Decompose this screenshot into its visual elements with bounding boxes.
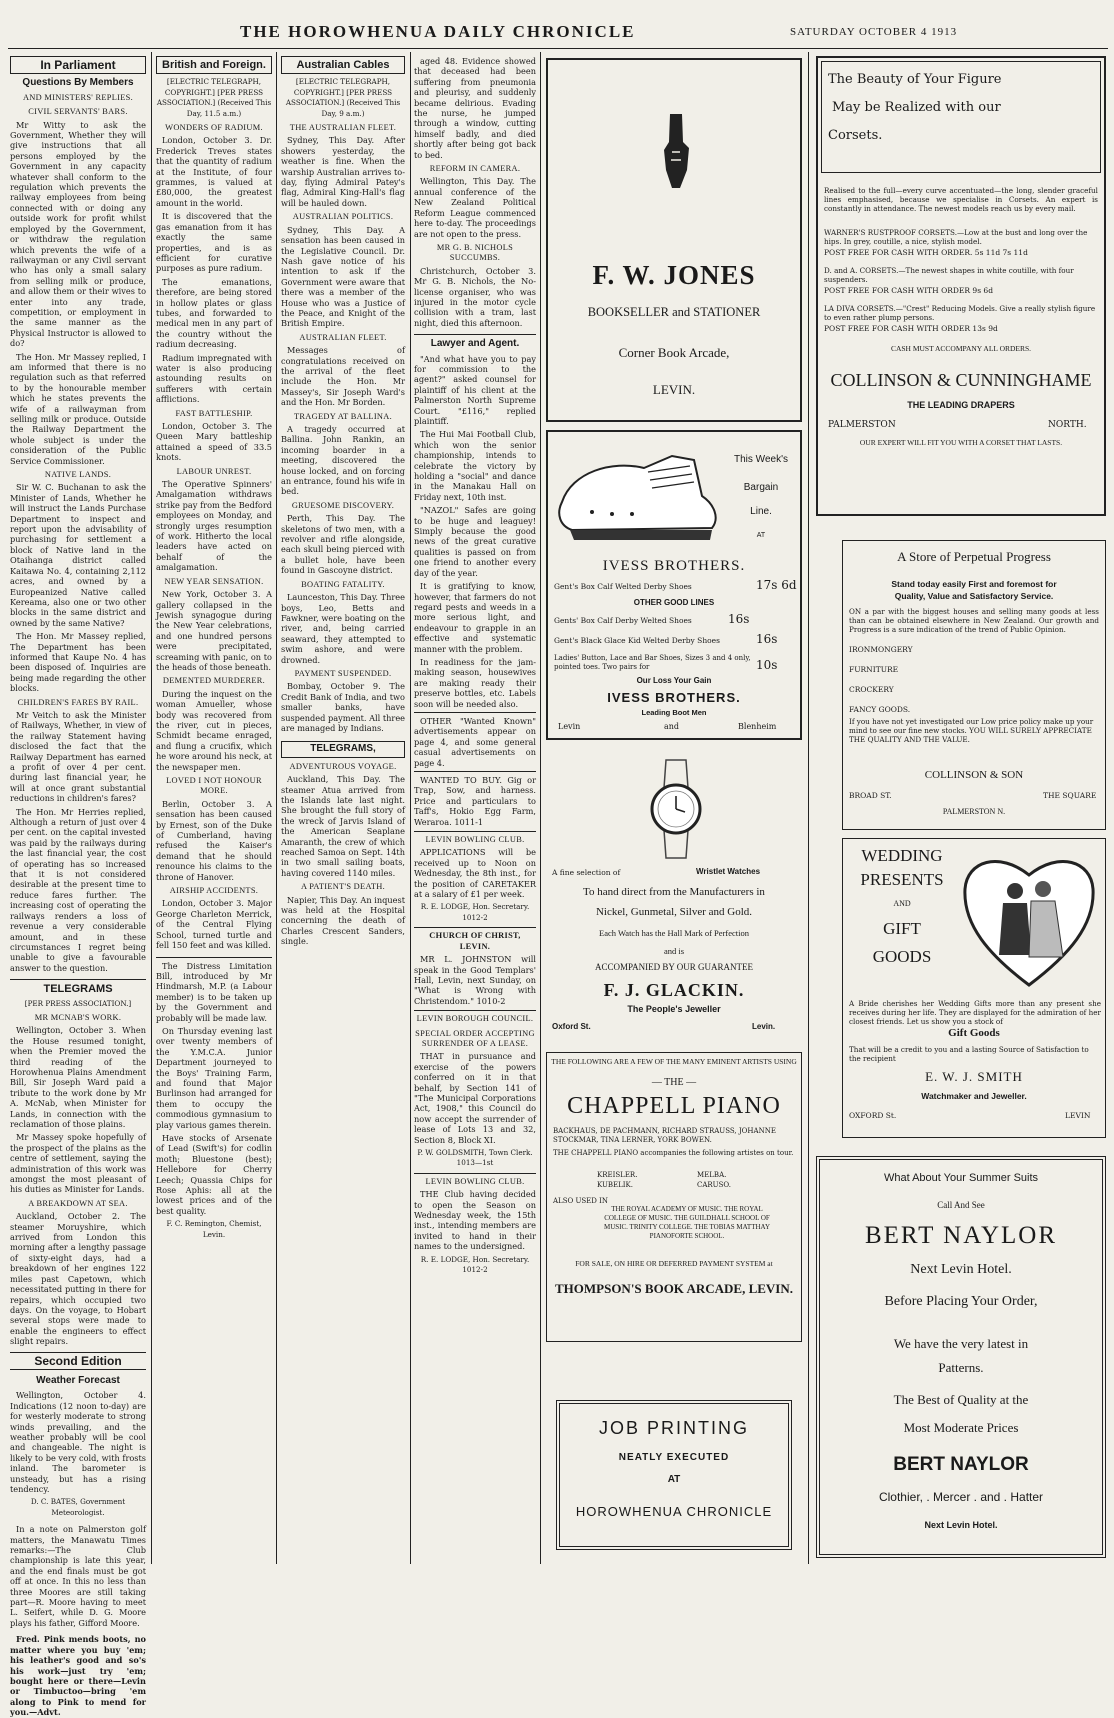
signature: P. W. GOLDSMITH, Town Clerk. 1013—1st <box>417 1148 533 1168</box>
paragraph: Radium impregnated with water is also producing astounding results on sufferers with certain afflictions. <box>156 352 272 405</box>
ad-line: Bargain <box>743 482 779 493</box>
price-item: Gent's Black Glace Kid Welted Derby Shoes <box>554 636 720 645</box>
paragraph: Mr Witty to ask the Government, Whether they will give instructions that all persons employed by the Government in any capacity whatever shall conform to the regulation which prevents the railway employees from being connected with or doing any outside work for profit whilst employed by the Government, or withdraw the regulation which prevents the wife of a railwayman or any Civil servant who has only a small salary from selling milk or produce, and allow them or their wives to enter into any trade, competition, or employment in the same manner as the Physical Instructor is allowed to do? <box>10 119 146 349</box>
telegrams-heading: TELEGRAMS <box>10 979 146 994</box>
price-item: Gent's Box Calf Welted Derby Shoes <box>554 582 692 591</box>
signature: D. C. BATES, Government Meteorologist. <box>30 1497 126 1517</box>
paragraph: Christchurch, October 3. Mr G. B. Nichols, the No-license organiser, who was injured in the motor cycle collision with a tram, last night, died this afternoon. <box>414 265 536 328</box>
paragraph: It is gratifying to know, however, that farmers do not regard pests and weeds in a more serious light, and endeavour to grapple in an effective and systematic manner with the problem. <box>414 581 536 654</box>
classified-ad: WANTED TO BUY. Gig or Trap, Sow, and harness. Price and particulars to Taff's, Hokio Egg Farm, Weraroa. 1011-1 <box>414 771 536 827</box>
ad-line: Next Levin Hotel. <box>924 1520 998 1530</box>
section-heading: British and Foreign. <box>162 59 266 71</box>
institution-list: THE ROYAL ACADEMY OF MUSIC. THE ROYAL COLLEGE OF MUSIC. THE GUILDHALL SCHOOL OF MUSIC. TRINITY COLLEGE. THE TOBIAS MATTHAY PIANOFORTE SCHOOL. <box>604 1205 770 1240</box>
advertiser-name: BERT NAYLOR <box>893 1454 1029 1475</box>
paragraph: Bombay, October 9. The Credit Bank of India, and two smaller banks, have suspended payment. All three are managed by Indians. <box>281 681 406 733</box>
subhead: CIVIL SERVANTS' BARS. <box>28 107 128 117</box>
edition-box <box>10 1352 146 1370</box>
ad-line: Clothier, . Mercer . and . Hatter <box>878 1490 1044 1504</box>
price: 16s <box>728 612 750 626</box>
subhead: A BREAKDOWN AT SEA. <box>28 1198 128 1208</box>
column-australian-cables <box>281 56 405 1566</box>
street: Oxford St. <box>552 1022 591 1031</box>
advertiser-name: E. W. J. SMITH <box>925 1069 1023 1084</box>
ad-line: Call And See <box>937 1200 985 1210</box>
paragraph: The Distress Limitation Bill, introduced by Mr Hindmarsh, M.P. (a Labour member) is to be taken up by the Government and probably will be made law. <box>156 960 272 1023</box>
ad-paragraph: A Bride cherishes her Wedding Gifts more than any present she receives during her life. They are displayed for the admiration of her closest friends. Let us show you a stock of <box>849 999 1101 1026</box>
paragraph: Perth, This Day. The skeletons of two men, with a revolver and rifle alongside, each skull being pierced with a bullet hole, have been found in Gascoyne district. <box>281 513 405 576</box>
column-rule <box>410 52 411 1564</box>
heading-box <box>281 56 405 74</box>
paragraph: "And what have you to pay for commission to the agent?" asked counsel for plaintiff of his client at the Palmerston North Supreme Court. "£116," replied plaintiff. <box>414 353 536 426</box>
ad-glackin <box>546 746 802 1046</box>
subhead: LABOUR UNREST. <box>176 466 252 476</box>
paragraph: Launceston, This Day. Three boys, Leo, Betts and Fawkner, were boating on the river, and, being carried seaward, they attempted to swim ashore, and were drowned. <box>281 592 405 665</box>
section-heading: Lawyer and Agent. <box>414 334 536 349</box>
parliament-heading-box <box>10 56 146 74</box>
ad-line: and is <box>663 946 685 956</box>
ad-line: Corsets. <box>828 128 883 143</box>
ad-line: Patterns. <box>938 1360 984 1375</box>
ad-line: WEDDING <box>861 846 943 865</box>
advertiser-name: COLLINSON & SON <box>924 769 1024 781</box>
town: Levin <box>558 722 581 731</box>
classified-ad: THE Club having decided to open the Season on Wednesday week, the 15th inst., intending members are invited to hand in their names to the undersigned. <box>414 1189 536 1252</box>
artist: MELBA. <box>697 1171 727 1179</box>
ad-line: Stand today easily First and foremost for <box>891 579 1057 589</box>
paragraph: Wellington, October 3. When the House resumed tonight, when the Premier moved the third reading of the Horowhenua Plains Amendment Bill, Sir Joseph Ward paid a tribute to the work done by Mr A. McNab, when Minister for Lands, in connection with the reclamation of those plains. <box>10 1025 146 1129</box>
subhead: TRAGEDY AT BALLINA. <box>293 411 393 421</box>
notice: OTHER "Wanted Known" advertisements appear on page 4, and some general casual advertisements on page 4. <box>414 712 536 768</box>
ad-line: ALSO USED IN <box>553 1197 608 1205</box>
paragraph: New York, October 3. A gallery collapsed in the Jewish synagogue during the New Year celebrations, and one hundred persons were precipitated, screaming with panic, on to the heads of those beneath. <box>156 589 272 672</box>
paragraph: On Thursday evening last over twenty members of the Y.M.C.A. Junior Department journeyed to the Boys' Training Farm, and found that Major Burlinson had arranged for them to occupy the commodious gymnasium to play various games therein. <box>156 1025 272 1130</box>
price: 16s <box>756 632 778 646</box>
subhead: LEVIN BOROUGH COUNCIL. <box>414 1010 536 1024</box>
ad-paragraph: ON a par with the biggest houses and selling many goods at less than can be obtained elsewhere in New Zealand. Our growth and Progress is a sure indication of the trend of Public Opinion. <box>849 607 1099 634</box>
ad-line: Gift Goods <box>948 1027 1000 1039</box>
paragraph: Berlin, October 3. A sensation has been caused by Ernest, son of the Duke of Cumberland, having refused the Kaiser's demand that he should renounce his claims to the throne of Hanover. <box>156 798 272 882</box>
advertiser-name: F. J. GLACKIN. <box>603 980 745 1000</box>
paragraph: Mr Veitch to ask the Minister of Railways, Whether, in view of the railway Statement having disclosed the fact that the Railway Department has earned a profit of over 4 per cent. during last financial year, he will at once grant substantial reductions in children's fares? <box>10 709 146 804</box>
classified-ad: APPLICATIONS will be received up to Noon on Wednesday, the 8th inst., for the position of CARETAKER at a salary of £1 per week. <box>414 847 536 900</box>
section-subheading: Questions By Members <box>22 77 134 89</box>
ad-ivess-brothers <box>546 430 802 740</box>
subhead: WONDERS OF RADIUM. <box>165 123 263 133</box>
ad-paragraph: If you have not yet investigated our Low price policy make up your mind to see our fine new stocks. YOU WILL SURELY APPRECIATE THE QUALITY AND THE VALUE. <box>849 717 1094 744</box>
heart-wedding-illustration <box>959 845 1099 995</box>
subhead: AUSTRALIAN POLITICS. <box>292 212 394 222</box>
paragraph: The Hon. Mr Herries replied, Although a return of just over 4 per cent. on the capital invested was paid by the railways during the last financial year, the cost of operating has so increased that it is not considered desirable at the present time to reduce fares further. The increasing cost of operating the railways renders a loss of revenue a very considerable amount, and in these circumstances I regret being unable to give a favourable answer to the question. <box>10 806 146 973</box>
ad-line: We have the very latest in <box>893 1336 1029 1351</box>
subhead: AIRSHIP ACCIDENTS. <box>169 886 259 896</box>
subhead: NATIVE LANDS. <box>44 470 112 480</box>
price-item: Gents' Box Calf Derby Welted Shoes <box>554 616 692 625</box>
department: FANCY GOODS. <box>849 705 911 714</box>
subhead: BOATING FATALITY. <box>301 579 385 589</box>
signature: R. E. LODGE, Hon. Secretary. 1012-2 <box>420 902 530 922</box>
town: LEVIN <box>1065 1111 1091 1120</box>
wristlet-watch-icon <box>616 754 736 864</box>
product-description: LA DIVA CORSETS.—"Crest" Reducing Models. Give a really stylish figure to even rather plump persons. <box>824 304 1096 322</box>
artist: KREISLER. <box>597 1171 638 1179</box>
paragraph: Auckland, This Day. The steamer Atua arrived from the Islands late last night. She brought the full story of the wreck of Jarvis Island of the American Seaplane Amaranth, the crew of which reached Samoa on Sept. 14th in two small sailing boats, having covered 1140 miles. <box>281 774 405 878</box>
paragraph: The Hui Mai Football Club, which won the senior championship, intends to celebrate the victory by holding a "social" and dance in the Manakau Hall on Friday next, 10th inst. <box>414 429 536 502</box>
ad-line: The People's Jeweller <box>627 1004 721 1014</box>
paragraph: Sydney, This Day. After showers yesterday, the weather is fine. When the warship Australian arrives to-day, flying Admiral Patey's flag, Admiral King-Hall's flag will be hauled down. <box>281 135 405 208</box>
press-credit: [ELECTRIC TELEGRAPH, COPYRIGHT.] [PER PRESS ASSOCIATION.] (Received This Day, 9 a.m.) <box>285 77 401 118</box>
product-price: POST FREE FOR CASH WITH ORDER. 5s 11d 7s 11d <box>824 248 1028 257</box>
ad-line: GOODS <box>872 947 932 966</box>
ad-line: OTHER GOOD LINES <box>633 598 715 607</box>
ad-job-printing <box>556 1400 792 1550</box>
ad-line: Each Watch has the Hall Mark of Perfection <box>599 928 749 938</box>
signature: F. C. Remington, Chemist, Levin. <box>166 1219 262 1239</box>
street: BROAD ST. <box>849 791 892 800</box>
corset-heading-box <box>821 61 1101 173</box>
ad-line: THE LEADING DRAPERS <box>907 400 1015 410</box>
masthead <box>0 18 1114 48</box>
subhead: MR G. B. NICHOLS SUCCUMBS. <box>436 242 514 263</box>
ad-line: Next Levin Hotel. <box>910 1262 1012 1277</box>
paragraph: In a note on Palmerston golf matters, the Manawatu Times remarks:—The Club championship is late this year, and the end finals must be got off at once. In this no less than three Moores are still taking part—R. Moore having to meet L. Seifert, while D. G. Moore plays his father, Gifford Moore. <box>10 1524 146 1628</box>
masthead-rule <box>8 48 1108 49</box>
paragraph: The Operative Spinners' Amalgamation withdraws strike pay from the Bedford employees on Monday, and strongly urges resumption of work. Hitherto the local leaders have acted on behalf of the amalgamation. <box>156 479 272 573</box>
paragraph: The Hon. Mr Massey replied, I am informed that there is no regulation such as that referred to by the honourable member which he states prevents the wife of a railwayman from selling milk or produce. Outside the Railway Department the whole subject is under the consideration of the Public Service Commissioner. <box>10 351 146 466</box>
ad-line: Line. <box>750 506 772 517</box>
classified-ad: MR L. JOHNSTON will speak in the Good Templars' Hall, Levin, next Sunday, on "What is Wrong with Christendom." 1010-2 <box>414 954 536 1006</box>
product-price: POST FREE FOR CASH WITH ORDER 13s 9d <box>824 324 998 333</box>
heading-box <box>281 741 405 757</box>
section-heading: In Parliament <box>40 58 116 72</box>
paragraph: aged 48. Evidence showed that deceased had been suffering from pneumonia and pleurisy, and suddenly became delirious. Evading the nurse, he jumped through a window, cutting himself badly, and died shortly after being got back to bed. <box>414 56 536 160</box>
ad-line: This Week's <box>734 454 788 465</box>
ad-line: To hand direct from the Manufacturers in <box>583 886 765 898</box>
subhead: LEVIN BOWLING CLUB. <box>414 1173 536 1187</box>
ad-line: LEVIN. <box>652 382 696 397</box>
advertiser-name: F. W. JONES <box>592 260 756 290</box>
ad-line: CASH MUST ACCOMPANY ALL ORDERS. <box>890 344 1032 353</box>
paragraph: Wellington, This Day. The annual conference of the New Zealand Political Reform League commenced here to-day. The proceedings are not open to the press. <box>414 176 536 239</box>
column-local-news <box>414 56 536 1566</box>
ad-line: The Beauty of Your Figure <box>828 72 1002 87</box>
advertisement-paragraph: Fred. Pink mends boots, no matter where you buy 'em; his leather's good and so's his work—just try 'em; bought here or there—Levin or Timbuctoo—bring 'em along to Pink to mend for you.—Advt. <box>10 1634 146 1718</box>
ad-line: Wristlet Watches <box>696 867 761 876</box>
paragraph: London, October 3. The Queen Mary battleship attained a speed of 33.5 knots. <box>156 421 272 463</box>
column-parliament <box>10 56 146 1718</box>
press-credit: [PER PRESS ASSOCIATION.] <box>24 998 132 1008</box>
town: PALMERSTON <box>828 420 896 430</box>
ad-line: A fine selection of <box>552 868 621 877</box>
subhead: PAYMENT SUSPENDED. <box>294 668 392 678</box>
ad-heading: What About Your Summer Suits <box>883 1172 1039 1184</box>
town: Blenheim <box>738 722 777 731</box>
ad-line: Before Placing Your Order, <box>884 1294 1038 1309</box>
product-description: WARNER'S RUSTPROOF CORSETS.—Low at the bust and long over the hips. In grey, coutille, a nice, stylish model. <box>824 228 1088 246</box>
ad-line: PRESENTS <box>860 870 944 889</box>
price: 17s 6d <box>756 578 797 592</box>
paragraph: Sir W. C. Buchanan to ask the Minister of Lands, Whether he will instruct the Lands Purchase Department to inspect and report upon the advisability of purchasing for settlement a block of Native land in the Otaihanga district called Kaitawa No. 4, containing 2,112 acres, and owned by a Europeanized Native called Kereama, also one or two other blocks in the same district and owned by the same Native? <box>10 482 146 628</box>
ad-line: AT <box>667 1474 681 1485</box>
ad-line: FOR SALE, ON HIRE OR DEFERRED PAYMENT SYSTEM at <box>575 1259 773 1268</box>
ad-line: Most Moderate Prices <box>903 1420 1019 1435</box>
ad-line: The Best of Quality at the <box>893 1392 1029 1407</box>
paragraph: Wellington, October 4. Indications (12 noon to-day) are for westerly moderate to strong winds prevailing, and the weather probably will be cool and changeable. The night is likely to be very cold, with frosts inland. The barometer is unsteady, but has a rising tendency. <box>10 1390 146 1494</box>
department: IRONMONGERY <box>849 645 913 654</box>
subhead: DEMENTED MURDERER. <box>162 676 266 686</box>
subhead: REFORM IN CAMERA. <box>429 164 521 174</box>
ad-line: May be Realized with our <box>832 100 1001 115</box>
ad-line: Our Loss Your Gain <box>636 676 712 685</box>
ad-corsets <box>816 56 1106 516</box>
heading-box <box>156 56 272 74</box>
ad-line: ACCOMPANIED BY OUR GUARANTEE <box>594 962 754 972</box>
section-heading: Australian Cables <box>296 59 390 71</box>
subhead: THE AUSTRALIAN FLEET. <box>289 123 397 133</box>
paragraph: Mr Massey spoke hopefully of the prospect of the plains as the centre of settlement, saying the administration of this work was amongst the most pleasant of his duties as Minister for Lands. <box>10 1132 146 1195</box>
ad-line: JOB PRINTING <box>598 1418 749 1438</box>
ad-chappell-piano <box>546 1052 802 1342</box>
department: FURNITURE <box>849 665 899 674</box>
ad-line: Watchmaker and Jeweller. <box>921 1091 1027 1101</box>
column-rule <box>276 52 277 1564</box>
subhead: LEVIN BOWLING CLUB. <box>414 831 536 845</box>
advertiser-name: COLLINSON & CUNNINGHAME <box>830 370 1092 390</box>
signature: R. E. LODGE, Hon. Secretary. 1012-2 <box>420 1254 530 1275</box>
paragraph: Auckland, October 2. The steamer Moruyshire, which arrived from London this morning after a lengthy passage of sixty-eight days, had a breakdown of her engines 122 miles past Capetown, which necessitated putting in there for repairs, which occupied two days. On the voyage, to Hobart several stops were made to enable the engineers to effect slight repairs. <box>10 1211 146 1347</box>
subhead: FAST BATTLESHIP. <box>175 408 253 418</box>
subhead: AUSTRALIAN FLEET. <box>299 332 387 342</box>
ad-line: Quality, Value and Satisfactory Service. <box>894 591 1054 601</box>
ad-line: Leading Boot Men <box>641 708 707 717</box>
ad-line: THE FOLLOWING ARE A FEW OF THE MANY EMINENT ARTISTS USING <box>551 1057 797 1066</box>
paragraph: The Hon. Mr Massey replied, The Department has been informed that Kaupe No. 4 has been disposed of. Inquiries are being made regarding the other blocks. <box>10 631 146 694</box>
advertiser-name: BERT NAYLOR <box>864 1222 1058 1249</box>
subhead: CHURCH OF CHRIST, LEVIN. <box>414 927 536 952</box>
kicker: AND MINISTERS' REPLIES. <box>22 92 134 102</box>
product-description: D. and A. CORSETS.—The newest shapes in white coutille, with four suspenders. <box>824 266 1074 284</box>
ad-line: NEATLY EXECUTED <box>618 1452 730 1463</box>
ad-line: BOOKSELLER and STATIONER <box>587 305 761 319</box>
town: Levin. <box>752 1022 776 1031</box>
newspaper-title: THE HOROWHENUA DAILY CHRONICLE <box>240 22 636 41</box>
artist: KUBELIK. <box>597 1181 634 1189</box>
ad-line: THOMPSON'S BOOK ARCADE, LEVIN. <box>554 1281 793 1296</box>
ad-paragraph: Realised to the full—every curve accentuated—the long, slender graceful lines emphasised, because we specialise in Corsets. An expert is constantly in attendance. The newest models reach us by every mail. <box>824 186 1098 213</box>
paragraph: London, October 3. Dr. Frederick Treves states that the quantity of radium at the Institute, of four grammes, is valued at £80,000, the greatest amount in the world. <box>156 135 272 208</box>
column-british-foreign <box>156 56 272 1566</box>
subhead: MR MCNAB'S WORK. <box>34 1012 122 1022</box>
divider <box>156 957 272 958</box>
advertiser-name: IVESS BROTHERS. <box>602 558 746 574</box>
ad-line: AND <box>893 899 911 908</box>
artist: CARUSO. <box>697 1181 731 1189</box>
ad-line: THE CHAPPELL PIANO accompanies the following artistes on tour. <box>553 1149 794 1157</box>
ad-fw-jones <box>546 58 802 422</box>
ad-paragraph: That will be a credit to you and a lasting Source of Satisfaction to the recipient <box>849 1045 1089 1063</box>
classified-ad: THAT in pursuance and exercise of the powers conferred on it in that behalf, by Section 141 of "The Municipal Corporations Act, 1908," this Council do now accept the surrender of lease of Lots 13 and 32, Section 8, Block XI. <box>414 1051 536 1145</box>
pointing-hand-icon <box>656 112 696 192</box>
artist-list: BACKHAUS, DE PACHMANN, RICHARD STRAUSS, JOHANNE STOCKMAR, TINA LERNER, YORK BOWEN. <box>553 1127 776 1144</box>
street: THE SQUARE <box>1043 791 1097 800</box>
paragraph: Messages of congratulations received on the arrival of the fleet include the Hon. Mr Massey's, Sir Joseph Ward's and the Hon. Mr Borden. <box>281 345 405 408</box>
ad-line: Corner Book Arcade, <box>618 345 730 360</box>
ad-line: GIFT <box>883 919 921 938</box>
subhead: A PATIENT'S DEATH. <box>300 882 386 892</box>
column-rule <box>540 52 541 1564</box>
weather-heading: Weather Forecast <box>36 1374 120 1386</box>
ad-line: — THE — <box>651 1077 697 1088</box>
subhead: SPECIAL ORDER ACCEPTING SURRENDER OF A LEASE. <box>415 1028 535 1048</box>
edition-heading: Second Edition <box>34 1353 122 1368</box>
subhead: LOVED I NOT HONOUR MORE. <box>166 776 262 796</box>
subhead: GRUESOME DISCOVERY. <box>291 500 395 510</box>
ad-bert-naylor <box>816 1156 1106 1558</box>
ad-line: OUR EXPERT WILL FIT YOU WITH A CORSET THAT LASTS. <box>859 438 1063 447</box>
subhead: ADVENTUROUS VOYAGE. <box>289 761 397 771</box>
paragraph: Napier, This Day. An inquest was held at the Hospital concerning the death of Charles Crescent Sanders, single. <box>281 894 405 947</box>
paragraph: It is discovered that the gas emanation from it has exactly the same properties, and is as efficient for curative purposes as pure radium. <box>156 211 272 274</box>
town: NORTH. <box>1048 420 1087 430</box>
column-rule <box>808 52 809 1564</box>
street: OXFORD St. <box>849 1111 897 1120</box>
ad-line: HOROWHENUA CHRONICLE <box>575 1504 773 1519</box>
product-price: POST FREE FOR CASH WITH ORDER 9s 6d <box>824 286 993 295</box>
advertisement-paragraph: Have stocks of Arsenate of Lead (Swift's) for codlin moth; Bluestone (best); Hellebore for Cherry Leech; Quassia Chips for Rose Aphis: all at the lowest prices and of the best quality. <box>156 1133 272 1216</box>
town: and <box>664 722 680 731</box>
price: 10s <box>756 658 778 672</box>
paragraph: A tragedy occurred at Ballina. John Rankin, an incoming boarder in a meeting, discovered the house locked, and on forcing an entrance, found his wife in bed. <box>281 424 405 497</box>
paragraph: "NAZOL" Safes are going to be huge and leaguey! Simply because the good news of the great curative qualities is passed on from one friend to another every day of the year. <box>414 505 536 578</box>
paragraph: In readiness for the jam-making season, housewives are making ready their preserve bottles, etc. Labels soon will be needed also. <box>414 656 536 709</box>
telegrams-heading: TELEGRAMS, <box>310 743 376 755</box>
advertiser-name: IVESS BROTHERS. <box>607 690 741 705</box>
paragraph: London, October 3. Major George Charleton Merrick, of the Central Flying School, turned turtle and fell 150 feet and was killed. <box>156 898 272 951</box>
paragraph: During the inquest on the woman Amueller, whose body was recovered from the river, cut in pieces, Schmidt became enraged, and flung a crucifix, which he wore around his neck, at the newspaper men. <box>156 688 272 772</box>
press-credit: [ELECTRIC TELEGRAPH, COPYRIGHT.] [PER PRESS ASSOCIATION.] (Received This Day, 11.5 a.m.) <box>156 77 272 118</box>
paragraph: The emanations, therefore, are being stored in hollow plates or glass tubes, and forwarded to medical men in any part of the country without the radium decreasing. <box>156 276 272 350</box>
issue-date: SATURDAY OCTOBER 4 1913 <box>790 26 958 38</box>
ad-wedding-presents <box>842 838 1106 1138</box>
department: CROCKERY <box>849 685 894 694</box>
subhead: NEW YEAR SENSATION. <box>164 576 264 586</box>
advertiser-name: CHAPPELL PIANO <box>567 1093 781 1119</box>
shoe-icon <box>552 442 722 552</box>
ad-heading: A Store of Perpetual Progress <box>897 549 1051 564</box>
ad-collinson-son <box>842 540 1106 830</box>
paragraph: Sydney, This Day. A sensation has been caused in the Legislative Council. Dr. Nash gave notice of his intention to ask if the Government were aware that there was a member of the House who was a Justice of the Peace, and Knight of the British Empire. <box>281 224 405 329</box>
subhead: CHILDREN'S FARES BY RAIL. <box>17 697 139 707</box>
ad-line: Nickel, Gunmetal, Silver and Gold. <box>595 906 753 918</box>
column-rule <box>151 52 152 1564</box>
town: PALMERSTON N. <box>942 807 1006 816</box>
ad-line: AT <box>756 532 766 539</box>
price-item: Ladies' Button, Lace and Bar Shoes, Sizes 3 and 4 only, pointed toes. Two pairs for <box>554 654 751 671</box>
